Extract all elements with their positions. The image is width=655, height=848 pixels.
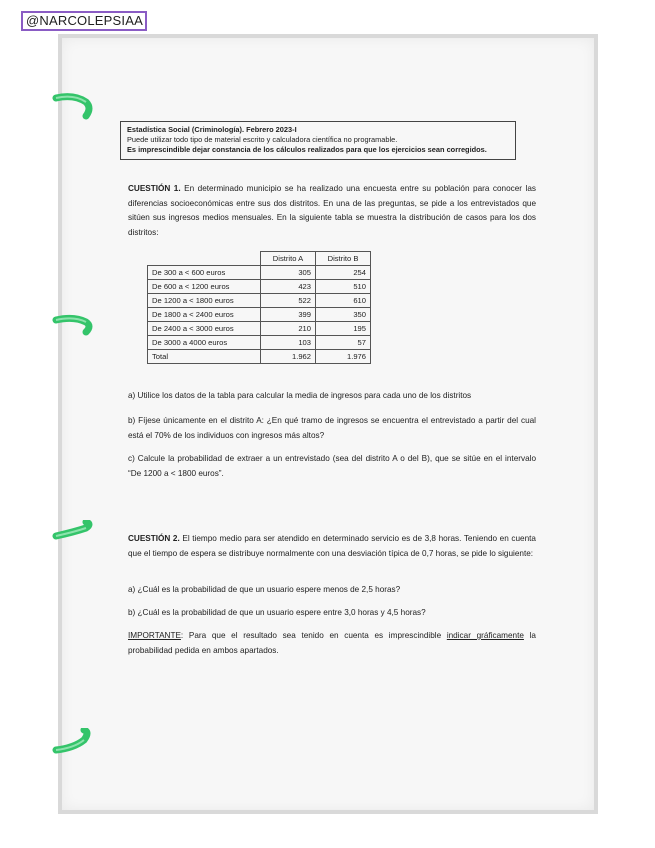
table-row	[148, 336, 371, 350]
table-cell-b: 610	[316, 294, 371, 308]
question-1-part-c: c) Calcule la probabilidad de extraer a un entrevistado (sea del distrito A o del B), que se sitúe en el intervalo “De 1200 a < 1800 euros”.	[128, 454, 536, 478]
table-cell-label: De 3000 a 4000 euros	[148, 336, 261, 350]
table-cell-a: 305	[261, 266, 316, 280]
table-cell-b: 1.976	[316, 350, 371, 364]
table-cell-b: 350	[316, 308, 371, 322]
question-2-intro	[128, 532, 536, 561]
table-cell-a: 1.962	[261, 350, 316, 364]
table-cell-b: 510	[316, 280, 371, 294]
table-cell-label: De 1200 a < 1800 euros	[148, 294, 261, 308]
watermark-username: @NARCOLEPSIAA	[21, 11, 147, 31]
table-row	[148, 266, 371, 280]
important-text-pre: : Para que el resultado sea tenido en cuenta es imprescindible	[180, 631, 447, 640]
table-cell-label: De 300 a < 600 euros	[148, 266, 261, 280]
table-cell-b: 195	[316, 322, 371, 336]
question-1-title: CUESTIÓN 1.	[128, 184, 181, 193]
table-cell-b: 57	[316, 336, 371, 350]
question-2-important	[128, 629, 536, 658]
question-2-title: CUESTIÓN 2.	[128, 534, 180, 543]
table-row	[148, 280, 371, 294]
table-row	[148, 322, 371, 336]
exam-requirement: Es imprescindible dejar constancia de los cálculos realizados para que los ejercicios sean corregidos.	[127, 145, 487, 154]
question-1-part-b: b) Fíjese únicamente en el distrito A: ¿En qué tramo de ingresos se encuentra el entrevistado a partir del cual está el 70% de los individuos con ingresos más altos?	[128, 416, 536, 440]
income-distribution-table	[147, 251, 371, 364]
binder-ring-icon	[52, 520, 96, 552]
binder-ring-icon	[52, 728, 96, 760]
important-label: IMPORTANTE	[128, 631, 181, 640]
question-2-text: El tiempo medio para ser atendido en determinado servicio es de 3,8 horas. Teniendo en cuenta que el tiempo de espera se distribuye normalmente con una desviación típica de 0,7 horas, se pide lo siguiente:	[128, 534, 536, 558]
exam-title: Estadística Social (Criminología). Febrero 2023-I	[127, 125, 297, 134]
important-emphasis: indicar gráficamente	[446, 631, 524, 640]
table-row-total	[148, 350, 371, 364]
table-cell-a: 210	[261, 322, 316, 336]
important-text-post: la probabilidad pedida en ambos apartados.	[128, 631, 536, 655]
question-2-part-b: b) ¿Cuál es la probabilidad de que un usuario espere entre 3,0 horas y 4,5 horas?	[128, 608, 426, 617]
binder-ring-icon	[52, 90, 96, 122]
table-cell-a: 423	[261, 280, 316, 294]
question-1-text: En determinado municipio se ha realizado una encuesta entre su población para conocer las diferencias socioeconómicas entre sus dos distritos. En una de las preguntas, se pide a los entrevistados que sitúen sus ingresos medios mensuales. En la siguiente tabla se muestra la distribución de casos para los dos distritos:	[128, 184, 536, 237]
question-1-intro	[128, 182, 536, 240]
table-cell-b: 254	[316, 266, 371, 280]
table-cell-label: De 600 a < 1200 euros	[148, 280, 261, 294]
table-cell-label: Total	[148, 350, 261, 364]
table-row	[148, 308, 371, 322]
question-2-part-a: a) ¿Cuál es la probabilidad de que un usuario espere menos de 2,5 horas?	[128, 585, 401, 594]
table-row	[148, 294, 371, 308]
exam-rules: Puede utilizar todo tipo de material escrito y calculadora científica no programable.	[127, 135, 398, 144]
table-cell-a: 103	[261, 336, 316, 350]
table-cell-label: De 1800 a < 2400 euros	[148, 308, 261, 322]
binder-ring-icon	[52, 308, 96, 340]
question-1-part-a: a) Utilice los datos de la tabla para calcular la media de ingresos para cada uno de los distritos	[128, 391, 472, 400]
table-corner	[148, 252, 261, 266]
table-header-district-a: Distrito A	[261, 252, 316, 266]
table-cell-label: De 2400 a < 3000 euros	[148, 322, 261, 336]
table-cell-a: 522	[261, 294, 316, 308]
table-header-district-b: Distrito B	[316, 252, 371, 266]
table-cell-a: 399	[261, 308, 316, 322]
exam-header	[120, 121, 516, 160]
